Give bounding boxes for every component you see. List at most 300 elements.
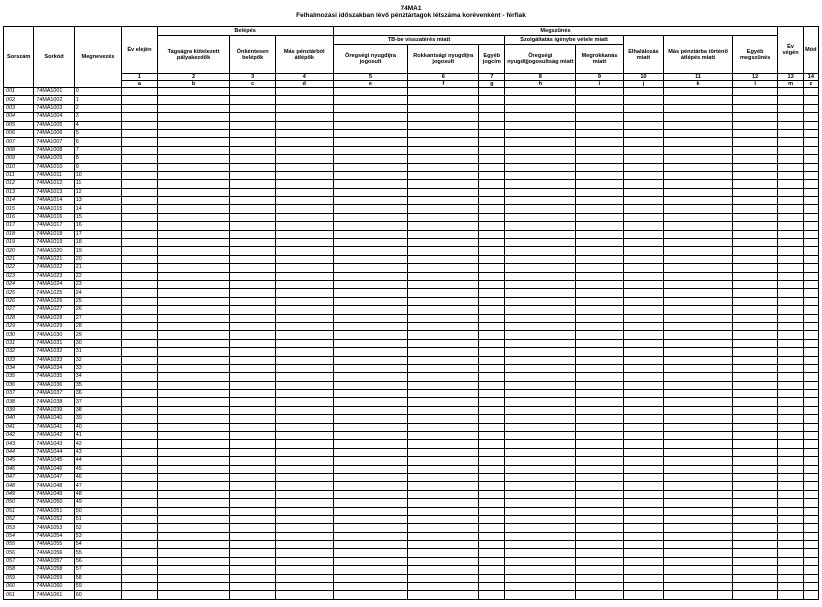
data-cell[interactable] — [479, 457, 505, 465]
data-cell[interactable] — [664, 230, 733, 238]
data-cell[interactable] — [479, 180, 505, 188]
data-cell[interactable] — [230, 583, 275, 591]
data-cell[interactable] — [576, 507, 624, 515]
data-cell[interactable] — [732, 583, 778, 591]
data-cell[interactable] — [505, 322, 576, 330]
data-cell[interactable] — [230, 390, 275, 398]
data-cell[interactable] — [157, 465, 230, 473]
data-cell[interactable] — [664, 515, 733, 523]
data-cell[interactable] — [505, 541, 576, 549]
data-cell[interactable] — [230, 339, 275, 347]
data-cell[interactable] — [623, 222, 663, 230]
data-cell[interactable] — [479, 364, 505, 372]
data-cell[interactable] — [732, 146, 778, 154]
data-cell[interactable] — [732, 222, 778, 230]
data-cell[interactable] — [803, 406, 818, 414]
data-cell[interactable] — [122, 398, 157, 406]
data-cell[interactable] — [230, 230, 275, 238]
data-cell[interactable] — [408, 574, 479, 582]
data-cell[interactable] — [230, 482, 275, 490]
data-cell[interactable] — [333, 541, 408, 549]
data-cell[interactable] — [664, 390, 733, 398]
data-cell[interactable] — [623, 574, 663, 582]
data-cell[interactable] — [333, 432, 408, 440]
data-cell[interactable] — [122, 591, 157, 599]
data-cell[interactable] — [505, 398, 576, 406]
data-cell[interactable] — [275, 322, 333, 330]
data-cell[interactable] — [275, 272, 333, 280]
data-cell[interactable] — [576, 549, 624, 557]
data-cell[interactable] — [230, 96, 275, 104]
data-cell[interactable] — [157, 423, 230, 431]
data-cell[interactable] — [664, 583, 733, 591]
data-cell[interactable] — [157, 121, 230, 129]
data-cell[interactable] — [576, 272, 624, 280]
data-cell[interactable] — [408, 331, 479, 339]
data-cell[interactable] — [778, 264, 803, 272]
data-cell[interactable] — [479, 264, 505, 272]
data-cell[interactable] — [505, 591, 576, 599]
data-cell[interactable] — [623, 297, 663, 305]
data-cell[interactable] — [803, 566, 818, 574]
data-cell[interactable] — [803, 297, 818, 305]
data-cell[interactable] — [333, 239, 408, 247]
data-cell[interactable] — [803, 473, 818, 481]
data-cell[interactable] — [664, 381, 733, 389]
data-cell[interactable] — [479, 205, 505, 213]
data-cell[interactable] — [803, 306, 818, 314]
data-cell[interactable] — [122, 574, 157, 582]
data-cell[interactable] — [157, 188, 230, 196]
data-cell[interactable] — [803, 230, 818, 238]
data-cell[interactable] — [803, 138, 818, 146]
data-cell[interactable] — [732, 138, 778, 146]
data-cell[interactable] — [778, 322, 803, 330]
data-cell[interactable] — [157, 171, 230, 179]
data-cell[interactable] — [778, 457, 803, 465]
data-cell[interactable] — [732, 171, 778, 179]
data-cell[interactable] — [275, 364, 333, 372]
data-cell[interactable] — [408, 566, 479, 574]
data-cell[interactable] — [803, 88, 818, 96]
data-cell[interactable] — [479, 499, 505, 507]
data-cell[interactable] — [576, 88, 624, 96]
data-cell[interactable] — [778, 230, 803, 238]
data-cell[interactable] — [333, 507, 408, 515]
data-cell[interactable] — [408, 390, 479, 398]
data-cell[interactable] — [122, 432, 157, 440]
data-cell[interactable] — [664, 574, 733, 582]
data-cell[interactable] — [623, 381, 663, 389]
data-cell[interactable] — [157, 591, 230, 599]
data-cell[interactable] — [122, 390, 157, 398]
data-cell[interactable] — [732, 322, 778, 330]
data-cell[interactable] — [157, 549, 230, 557]
data-cell[interactable] — [408, 314, 479, 322]
data-cell[interactable] — [157, 490, 230, 498]
data-cell[interactable] — [275, 440, 333, 448]
data-cell[interactable] — [122, 239, 157, 247]
data-cell[interactable] — [122, 557, 157, 565]
data-cell[interactable] — [732, 356, 778, 364]
data-cell[interactable] — [157, 88, 230, 96]
data-cell[interactable] — [803, 499, 818, 507]
data-cell[interactable] — [778, 566, 803, 574]
data-cell[interactable] — [623, 129, 663, 137]
data-cell[interactable] — [664, 331, 733, 339]
data-cell[interactable] — [505, 515, 576, 523]
data-cell[interactable] — [275, 591, 333, 599]
data-cell[interactable] — [275, 490, 333, 498]
data-cell[interactable] — [479, 583, 505, 591]
data-cell[interactable] — [732, 557, 778, 565]
data-cell[interactable] — [732, 381, 778, 389]
data-cell[interactable] — [157, 96, 230, 104]
data-cell[interactable] — [230, 356, 275, 364]
data-cell[interactable] — [505, 205, 576, 213]
data-cell[interactable] — [333, 230, 408, 238]
data-cell[interactable] — [408, 339, 479, 347]
data-cell[interactable] — [732, 339, 778, 347]
data-cell[interactable] — [230, 532, 275, 540]
data-cell[interactable] — [230, 348, 275, 356]
data-cell[interactable] — [479, 314, 505, 322]
data-cell[interactable] — [479, 423, 505, 431]
data-cell[interactable] — [505, 432, 576, 440]
data-cell[interactable] — [664, 591, 733, 599]
data-cell[interactable] — [803, 557, 818, 565]
data-cell[interactable] — [333, 515, 408, 523]
data-cell[interactable] — [623, 339, 663, 347]
data-cell[interactable] — [732, 566, 778, 574]
data-cell[interactable] — [122, 583, 157, 591]
data-cell[interactable] — [803, 180, 818, 188]
data-cell[interactable] — [778, 138, 803, 146]
data-cell[interactable] — [664, 272, 733, 280]
data-cell[interactable] — [157, 306, 230, 314]
data-cell[interactable] — [664, 121, 733, 129]
data-cell[interactable] — [230, 499, 275, 507]
data-cell[interactable] — [576, 373, 624, 381]
data-cell[interactable] — [576, 171, 624, 179]
data-cell[interactable] — [576, 113, 624, 121]
data-cell[interactable] — [505, 155, 576, 163]
data-cell[interactable] — [732, 482, 778, 490]
data-cell[interactable] — [576, 322, 624, 330]
data-cell[interactable] — [479, 566, 505, 574]
data-cell[interactable] — [157, 557, 230, 565]
data-cell[interactable] — [157, 339, 230, 347]
data-cell[interactable] — [275, 213, 333, 221]
data-cell[interactable] — [122, 306, 157, 314]
data-cell[interactable] — [157, 289, 230, 297]
data-cell[interactable] — [505, 390, 576, 398]
data-cell[interactable] — [230, 297, 275, 305]
data-cell[interactable] — [732, 423, 778, 431]
data-cell[interactable] — [803, 247, 818, 255]
data-cell[interactable] — [333, 583, 408, 591]
data-cell[interactable] — [408, 432, 479, 440]
data-cell[interactable] — [623, 423, 663, 431]
data-cell[interactable] — [664, 255, 733, 263]
data-cell[interactable] — [778, 331, 803, 339]
data-cell[interactable] — [157, 406, 230, 414]
data-cell[interactable] — [479, 289, 505, 297]
data-cell[interactable] — [333, 373, 408, 381]
data-cell[interactable] — [333, 171, 408, 179]
data-cell[interactable] — [803, 515, 818, 523]
data-cell[interactable] — [275, 129, 333, 137]
data-cell[interactable] — [157, 180, 230, 188]
data-cell[interactable] — [157, 457, 230, 465]
data-cell[interactable] — [664, 264, 733, 272]
data-cell[interactable] — [479, 272, 505, 280]
data-cell[interactable] — [275, 423, 333, 431]
data-cell[interactable] — [778, 398, 803, 406]
data-cell[interactable] — [778, 180, 803, 188]
data-cell[interactable] — [732, 373, 778, 381]
data-cell[interactable] — [576, 129, 624, 137]
data-cell[interactable] — [230, 322, 275, 330]
data-cell[interactable] — [623, 113, 663, 121]
data-cell[interactable] — [333, 197, 408, 205]
data-cell[interactable] — [122, 188, 157, 196]
data-cell[interactable] — [803, 415, 818, 423]
data-cell[interactable] — [479, 247, 505, 255]
data-cell[interactable] — [122, 524, 157, 532]
data-cell[interactable] — [333, 289, 408, 297]
data-cell[interactable] — [576, 364, 624, 372]
data-cell[interactable] — [275, 205, 333, 213]
data-cell[interactable] — [275, 532, 333, 540]
data-cell[interactable] — [230, 541, 275, 549]
data-cell[interactable] — [122, 96, 157, 104]
data-cell[interactable] — [408, 272, 479, 280]
data-cell[interactable] — [505, 138, 576, 146]
data-cell[interactable] — [479, 482, 505, 490]
data-cell[interactable] — [230, 197, 275, 205]
data-cell[interactable] — [333, 188, 408, 196]
data-cell[interactable] — [122, 104, 157, 112]
data-cell[interactable] — [623, 482, 663, 490]
data-cell[interactable] — [505, 381, 576, 389]
data-cell[interactable] — [778, 448, 803, 456]
data-cell[interactable] — [333, 163, 408, 171]
data-cell[interactable] — [408, 482, 479, 490]
data-cell[interactable] — [408, 138, 479, 146]
data-cell[interactable] — [778, 197, 803, 205]
data-cell[interactable] — [623, 499, 663, 507]
data-cell[interactable] — [623, 331, 663, 339]
data-cell[interactable] — [275, 222, 333, 230]
data-cell[interactable] — [732, 306, 778, 314]
data-cell[interactable] — [778, 473, 803, 481]
data-cell[interactable] — [275, 373, 333, 381]
data-cell[interactable] — [333, 138, 408, 146]
data-cell[interactable] — [122, 364, 157, 372]
data-cell[interactable] — [333, 524, 408, 532]
data-cell[interactable] — [122, 146, 157, 154]
data-cell[interactable] — [157, 331, 230, 339]
data-cell[interactable] — [408, 121, 479, 129]
data-cell[interactable] — [732, 121, 778, 129]
data-cell[interactable] — [803, 381, 818, 389]
data-cell[interactable] — [230, 566, 275, 574]
data-cell[interactable] — [576, 390, 624, 398]
data-cell[interactable] — [803, 549, 818, 557]
data-cell[interactable] — [333, 205, 408, 213]
data-cell[interactable] — [479, 104, 505, 112]
data-cell[interactable] — [505, 423, 576, 431]
data-cell[interactable] — [333, 339, 408, 347]
data-cell[interactable] — [122, 197, 157, 205]
data-cell[interactable] — [576, 188, 624, 196]
data-cell[interactable] — [505, 96, 576, 104]
data-cell[interactable] — [122, 129, 157, 137]
data-cell[interactable] — [275, 473, 333, 481]
data-cell[interactable] — [479, 197, 505, 205]
data-cell[interactable] — [576, 104, 624, 112]
data-cell[interactable] — [230, 398, 275, 406]
data-cell[interactable] — [230, 515, 275, 523]
data-cell[interactable] — [664, 339, 733, 347]
data-cell[interactable] — [623, 465, 663, 473]
data-cell[interactable] — [479, 448, 505, 456]
data-cell[interactable] — [275, 88, 333, 96]
data-cell[interactable] — [576, 591, 624, 599]
data-cell[interactable] — [576, 499, 624, 507]
data-cell[interactable] — [778, 423, 803, 431]
data-cell[interactable] — [157, 163, 230, 171]
data-cell[interactable] — [664, 306, 733, 314]
data-cell[interactable] — [732, 264, 778, 272]
data-cell[interactable] — [505, 373, 576, 381]
data-cell[interactable] — [664, 541, 733, 549]
data-cell[interactable] — [333, 280, 408, 288]
data-cell[interactable] — [576, 541, 624, 549]
data-cell[interactable] — [230, 205, 275, 213]
data-cell[interactable] — [230, 432, 275, 440]
data-cell[interactable] — [408, 222, 479, 230]
data-cell[interactable] — [275, 188, 333, 196]
data-cell[interactable] — [275, 415, 333, 423]
data-cell[interactable] — [576, 314, 624, 322]
data-cell[interactable] — [157, 264, 230, 272]
data-cell[interactable] — [479, 490, 505, 498]
data-cell[interactable] — [664, 297, 733, 305]
data-cell[interactable] — [408, 280, 479, 288]
data-cell[interactable] — [122, 415, 157, 423]
data-cell[interactable] — [275, 432, 333, 440]
data-cell[interactable] — [732, 490, 778, 498]
data-cell[interactable] — [664, 557, 733, 565]
data-cell[interactable] — [333, 314, 408, 322]
data-cell[interactable] — [408, 448, 479, 456]
data-cell[interactable] — [157, 515, 230, 523]
data-cell[interactable] — [623, 213, 663, 221]
data-cell[interactable] — [732, 406, 778, 414]
data-cell[interactable] — [157, 272, 230, 280]
data-cell[interactable] — [803, 507, 818, 515]
data-cell[interactable] — [157, 532, 230, 540]
data-cell[interactable] — [732, 297, 778, 305]
data-cell[interactable] — [230, 255, 275, 263]
data-cell[interactable] — [230, 188, 275, 196]
data-cell[interactable] — [275, 306, 333, 314]
data-cell[interactable] — [732, 473, 778, 481]
data-cell[interactable] — [732, 532, 778, 540]
data-cell[interactable] — [623, 88, 663, 96]
data-cell[interactable] — [623, 373, 663, 381]
data-cell[interactable] — [333, 348, 408, 356]
data-cell[interactable] — [479, 415, 505, 423]
data-cell[interactable] — [623, 247, 663, 255]
data-cell[interactable] — [664, 188, 733, 196]
data-cell[interactable] — [664, 197, 733, 205]
data-cell[interactable] — [778, 532, 803, 540]
data-cell[interactable] — [275, 482, 333, 490]
data-cell[interactable] — [122, 549, 157, 557]
data-cell[interactable] — [664, 473, 733, 481]
data-cell[interactable] — [778, 289, 803, 297]
data-cell[interactable] — [333, 440, 408, 448]
data-cell[interactable] — [778, 171, 803, 179]
data-cell[interactable] — [803, 222, 818, 230]
data-cell[interactable] — [479, 549, 505, 557]
data-cell[interactable] — [576, 574, 624, 582]
data-cell[interactable] — [576, 230, 624, 238]
data-cell[interactable] — [479, 113, 505, 121]
data-cell[interactable] — [664, 163, 733, 171]
data-cell[interactable] — [408, 155, 479, 163]
data-cell[interactable] — [576, 255, 624, 263]
data-cell[interactable] — [275, 247, 333, 255]
data-cell[interactable] — [157, 507, 230, 515]
data-cell[interactable] — [122, 180, 157, 188]
data-cell[interactable] — [778, 432, 803, 440]
data-cell[interactable] — [505, 348, 576, 356]
data-cell[interactable] — [479, 213, 505, 221]
data-cell[interactable] — [408, 473, 479, 481]
data-cell[interactable] — [505, 272, 576, 280]
data-cell[interactable] — [275, 507, 333, 515]
data-cell[interactable] — [576, 457, 624, 465]
data-cell[interactable] — [122, 272, 157, 280]
data-cell[interactable] — [479, 348, 505, 356]
data-cell[interactable] — [275, 146, 333, 154]
data-cell[interactable] — [408, 524, 479, 532]
data-cell[interactable] — [333, 180, 408, 188]
data-cell[interactable] — [576, 356, 624, 364]
data-cell[interactable] — [623, 171, 663, 179]
data-cell[interactable] — [576, 96, 624, 104]
data-cell[interactable] — [778, 390, 803, 398]
data-cell[interactable] — [664, 532, 733, 540]
data-cell[interactable] — [576, 465, 624, 473]
data-cell[interactable] — [230, 381, 275, 389]
data-cell[interactable] — [505, 532, 576, 540]
data-cell[interactable] — [122, 113, 157, 121]
data-cell[interactable] — [275, 289, 333, 297]
data-cell[interactable] — [664, 398, 733, 406]
data-cell[interactable] — [275, 264, 333, 272]
data-cell[interactable] — [408, 230, 479, 238]
data-cell[interactable] — [623, 591, 663, 599]
data-cell[interactable] — [623, 155, 663, 163]
data-cell[interactable] — [408, 490, 479, 498]
data-cell[interactable] — [230, 465, 275, 473]
data-cell[interactable] — [778, 499, 803, 507]
